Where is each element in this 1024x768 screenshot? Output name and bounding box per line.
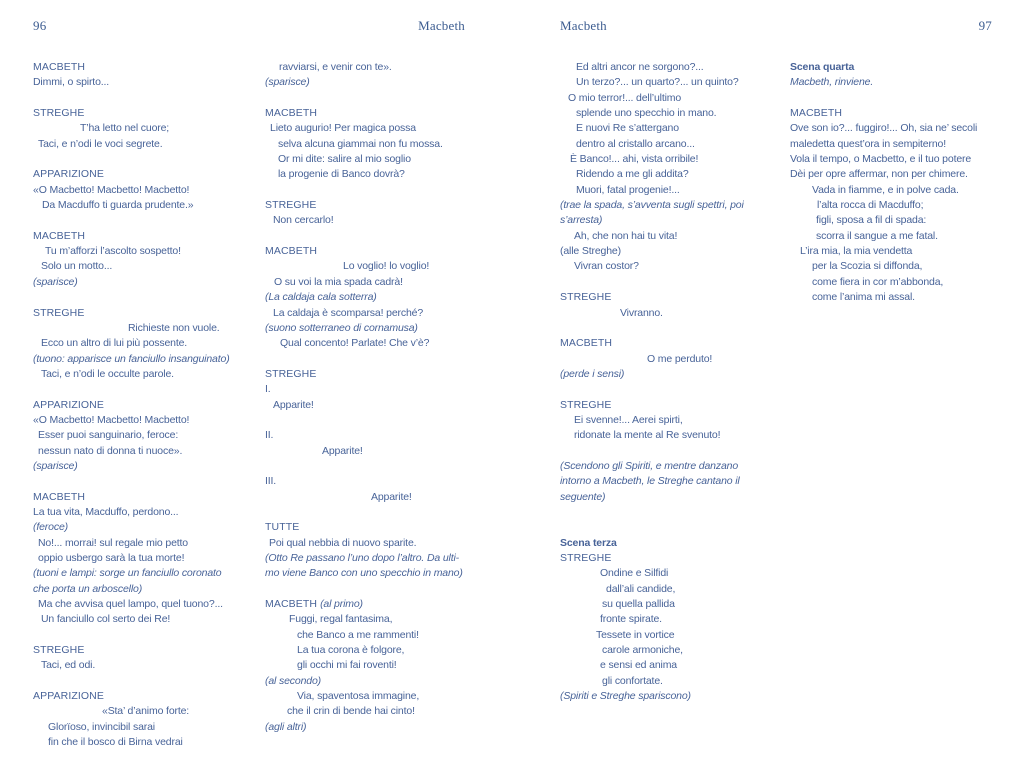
blank-line	[33, 213, 268, 228]
text-line: Ridendo a me gli addita?	[576, 168, 689, 181]
text-line: Vada in fiamme, e in polve cada.	[812, 183, 959, 196]
text-line: (Scendono gli Spiriti, e mentre danzano	[560, 459, 739, 472]
text-line: O su voi la mia spada cadrà!	[274, 275, 403, 288]
text-line: ridonate la mente al Re svenuto!	[574, 429, 721, 442]
libretto-column-3	[560, 60, 795, 704]
text-line: Esser puoi sanguinario, feroce:	[38, 429, 179, 442]
text-line: Taci, e n’odi le occulte parole.	[41, 367, 174, 380]
text-line: Un terzo?... un quarto?... un quinto?	[576, 76, 739, 89]
text-line: scorra il sangue a me fatal.	[816, 229, 938, 242]
blank-line	[265, 582, 500, 597]
blank-line	[33, 474, 268, 489]
text-line: (al secondo)	[265, 674, 321, 687]
text-line: STREGHE	[33, 644, 85, 657]
text-line: Macbeth, rinviene.	[790, 76, 874, 89]
text-line: fin che il bosco di Birna vedrai	[48, 736, 183, 749]
text-line: (La caldaja cala sotterra)	[265, 291, 377, 304]
text-line: come l’anima mi assal.	[812, 291, 915, 304]
text-line: (agli altri)	[265, 720, 307, 733]
text-line: Taci, ed odi.	[41, 659, 96, 672]
text-line: dall’ali candide,	[606, 582, 676, 595]
text-line: Muori, fatal progenie!...	[576, 183, 680, 196]
text-line: ravviarsi, e venir con te».	[279, 61, 392, 73]
text-line: dentro al cristallo arcano...	[576, 137, 695, 150]
text-line: Poi qual nebbia di nuovo sparite.	[269, 536, 417, 549]
text-line: Fuggi, regal fantasima,	[289, 613, 393, 626]
libretto-column-1	[33, 60, 268, 750]
text-line: (alle Streghe)	[560, 245, 621, 258]
text-line: MACBETH	[33, 229, 86, 242]
text-line: MACBETH	[33, 490, 86, 503]
text-line: «O Macbetto! Macbetto! Macbetto!	[33, 413, 190, 426]
text-line: mo viene Banco con uno specchio in mano)	[265, 567, 463, 580]
text-line: Apparite!	[273, 398, 314, 411]
text-line: MACBETH	[265, 107, 318, 120]
text-line: O mio terror!... dell’ultimo	[568, 91, 682, 104]
text-line: «O Macbetto! Macbetto! Macbetto!	[33, 183, 190, 196]
blank-line	[560, 321, 795, 336]
text-line: Apparite!	[322, 444, 363, 457]
text-line: Lo voglio! lo voglio!	[343, 260, 430, 273]
text-line: Glorïoso, invincibil sarai	[48, 720, 155, 733]
text-line: che il crin di bende hai cinto!	[287, 705, 415, 718]
text-line: Ove son io?... fuggiro!... Oh, sia ne’ secoli	[790, 122, 978, 135]
text-line: gli confortate.	[602, 674, 663, 687]
text-line: Qual concento! Parlate! Che v’è?	[280, 337, 430, 350]
text-line: È Banco!... ahi, vista orribile!	[570, 153, 699, 166]
blank-line	[33, 628, 268, 643]
text-line: MACBETH	[560, 337, 613, 350]
text-line: E nuovi Re s’attergano	[576, 122, 679, 135]
text-line: Tessete in vortice	[596, 628, 675, 641]
text-line: intorno a Macbeth, le Streghe cantano il	[560, 475, 740, 488]
blank-line	[790, 91, 1024, 106]
blank-line	[560, 444, 795, 459]
text-line: La tua corona è folgore,	[297, 644, 405, 657]
page-number-left: 96	[33, 18, 47, 33]
running-title-left: Macbeth	[418, 18, 465, 33]
text-line: Richieste non vuole.	[128, 321, 220, 334]
text-line: STREGHE	[560, 398, 612, 411]
text-line: (sparisce)	[265, 76, 310, 89]
text-line: (tuono: apparisce un fanciullo insanguinato)	[33, 352, 230, 365]
blank-line	[265, 352, 500, 367]
text-line: I.	[265, 383, 271, 396]
libretto-column-2	[265, 60, 500, 735]
blank-line	[265, 183, 500, 198]
text-line: s’arresta)	[560, 214, 603, 227]
text-line: L’ira mia, la mia vendetta	[800, 245, 913, 258]
text-line: e sensi ed anima	[600, 659, 677, 672]
blank-line	[560, 275, 795, 290]
text-line: carole armoniche,	[602, 644, 683, 657]
text-line: Or mi dite: salire al mio soglio	[278, 153, 411, 166]
text-line: nessun nato di donna ti nuoce».	[38, 444, 183, 457]
text-line: Un fanciullo col serto dei Re!	[41, 613, 171, 626]
text-line: (feroce)	[33, 521, 68, 534]
text-line: (Spiriti e Streghe spariscono)	[560, 690, 691, 703]
text-line: seguente)	[560, 490, 606, 503]
text-line: MACBETH (al primo)	[265, 598, 363, 611]
text-line: La tua vita, Macduffo, perdono...	[33, 505, 179, 518]
text-line: figli, sposa a fil di spada:	[816, 214, 927, 227]
blank-line	[265, 459, 500, 474]
text-line: T’ha letto nel cuore;	[80, 122, 170, 135]
blank-line	[33, 152, 268, 167]
text-line: STREGHE	[265, 199, 317, 212]
text-line: Ah, che non hai tu vita!	[574, 229, 678, 242]
text-line: Non cercarlo!	[273, 214, 334, 227]
text-line: selva alcuna giammai non fu mossa.	[278, 137, 443, 150]
text-line: STREGHE	[33, 107, 85, 120]
blank-line	[560, 505, 795, 520]
text-line: (perde i sensi)	[560, 367, 625, 380]
text-line: (tuoni e lampi: sorge un fanciullo coronato	[33, 567, 222, 580]
text-line: II.	[265, 429, 274, 442]
text-line: maledetta quest’ora in sempiterno!	[790, 137, 946, 150]
text-line: Apparite!	[371, 490, 412, 503]
text-line: STREGHE	[560, 291, 612, 304]
text-line: Via, spaventosa immagine,	[297, 690, 420, 703]
text-line: STREGHE	[33, 306, 85, 319]
text-line: MACBETH	[790, 107, 843, 120]
text-line: III.	[265, 475, 277, 488]
text-line: APPARIZIONE	[33, 398, 104, 411]
text-line: Dimmi, o spirto...	[33, 76, 110, 89]
text-line: STREGHE	[560, 552, 612, 564]
blank-line	[265, 413, 500, 428]
text-line: splende uno specchio in mano.	[576, 107, 717, 120]
blank-line	[33, 674, 268, 689]
blank-line	[33, 290, 268, 305]
blank-line	[560, 520, 795, 535]
text-line: Da Macduffo ti guarda prudente.»	[42, 199, 194, 212]
text-line: O me perduto!	[647, 352, 713, 365]
text-line: TUTTE	[265, 521, 300, 534]
text-line: che porta un arboscello)	[33, 582, 143, 595]
blank-line	[265, 505, 500, 520]
text-line: Scena terza	[560, 536, 617, 549]
text-line: Scena quarta	[790, 61, 855, 73]
text-line: (sparisce)	[33, 275, 78, 288]
text-line: MACBETH	[265, 245, 318, 258]
blank-line	[265, 229, 500, 244]
text-line: Ecco un altro di lui più possente.	[41, 337, 188, 350]
text-line: (sparisce)	[33, 459, 78, 472]
text-line: per la Scozia si diffonda,	[812, 260, 923, 273]
text-line: l’alta rocca di Macduffo;	[817, 199, 924, 212]
text-line: Ondine e Silfidi	[600, 567, 669, 580]
libretto-column-4	[790, 60, 1024, 306]
running-title-right: Macbeth	[560, 18, 607, 33]
blank-line	[33, 91, 268, 106]
text-line: Ed altri ancor ne sorgono?...	[576, 61, 704, 73]
text-line: la progenie di Banco dovrà?	[278, 168, 405, 181]
text-line: gli occhi mi fai roventi!	[297, 659, 397, 672]
text-line: come fiera in cor m’abbonda,	[812, 275, 944, 288]
text-line: APPARIZIONE	[33, 168, 104, 181]
text-line: Lieto augurio! Per magica possa	[270, 122, 416, 135]
text-line: Tu m’afforzi l’ascolto sospetto!	[45, 245, 181, 258]
text-line: che Banco a me rammenti!	[297, 628, 419, 641]
blank-line	[265, 91, 500, 106]
text-line: Solo un motto...	[41, 260, 113, 273]
text-line: Vola il tempo, o Macbetto, e il tuo potere	[790, 153, 972, 166]
text-line: Vivranno.	[620, 306, 663, 319]
page-number-right: 97	[978, 18, 992, 33]
text-line: La caldaja è scomparsa! perché?	[273, 306, 424, 319]
text-line: «Sta’ d’animo forte:	[102, 705, 190, 718]
text-line: fronte spirate.	[600, 613, 662, 626]
text-line: Ma che avvisa quel lampo, quel tuono?...	[38, 598, 223, 611]
text-line: Dèi per opre affermar, non per chimere.	[790, 168, 968, 181]
text-line: (trae la spada, s’avventa sugli spettri, poi	[560, 199, 744, 212]
text-line: (Otto Re passano l’uno dopo l’altro. Da ulti-	[265, 552, 460, 564]
text-line: su quella pallida	[602, 598, 675, 611]
text-line: oppio usbergo sarà la tua morte!	[38, 552, 185, 564]
text-line: MACBETH	[33, 61, 86, 73]
text-line: Vivran costor?	[574, 260, 639, 273]
text-line: APPARIZIONE	[33, 690, 104, 703]
text-line: (suono sotterraneo di cornamusa)	[265, 321, 418, 334]
blank-line	[33, 382, 268, 397]
text-line: Taci, e n’odi le voci segrete.	[38, 137, 163, 150]
text-line: No!... morrai! sul regale mio petto	[38, 536, 188, 549]
text-line: Ei svenne!... Aerei spirti,	[574, 413, 683, 426]
blank-line	[560, 382, 795, 397]
text-line: STREGHE	[265, 367, 317, 380]
